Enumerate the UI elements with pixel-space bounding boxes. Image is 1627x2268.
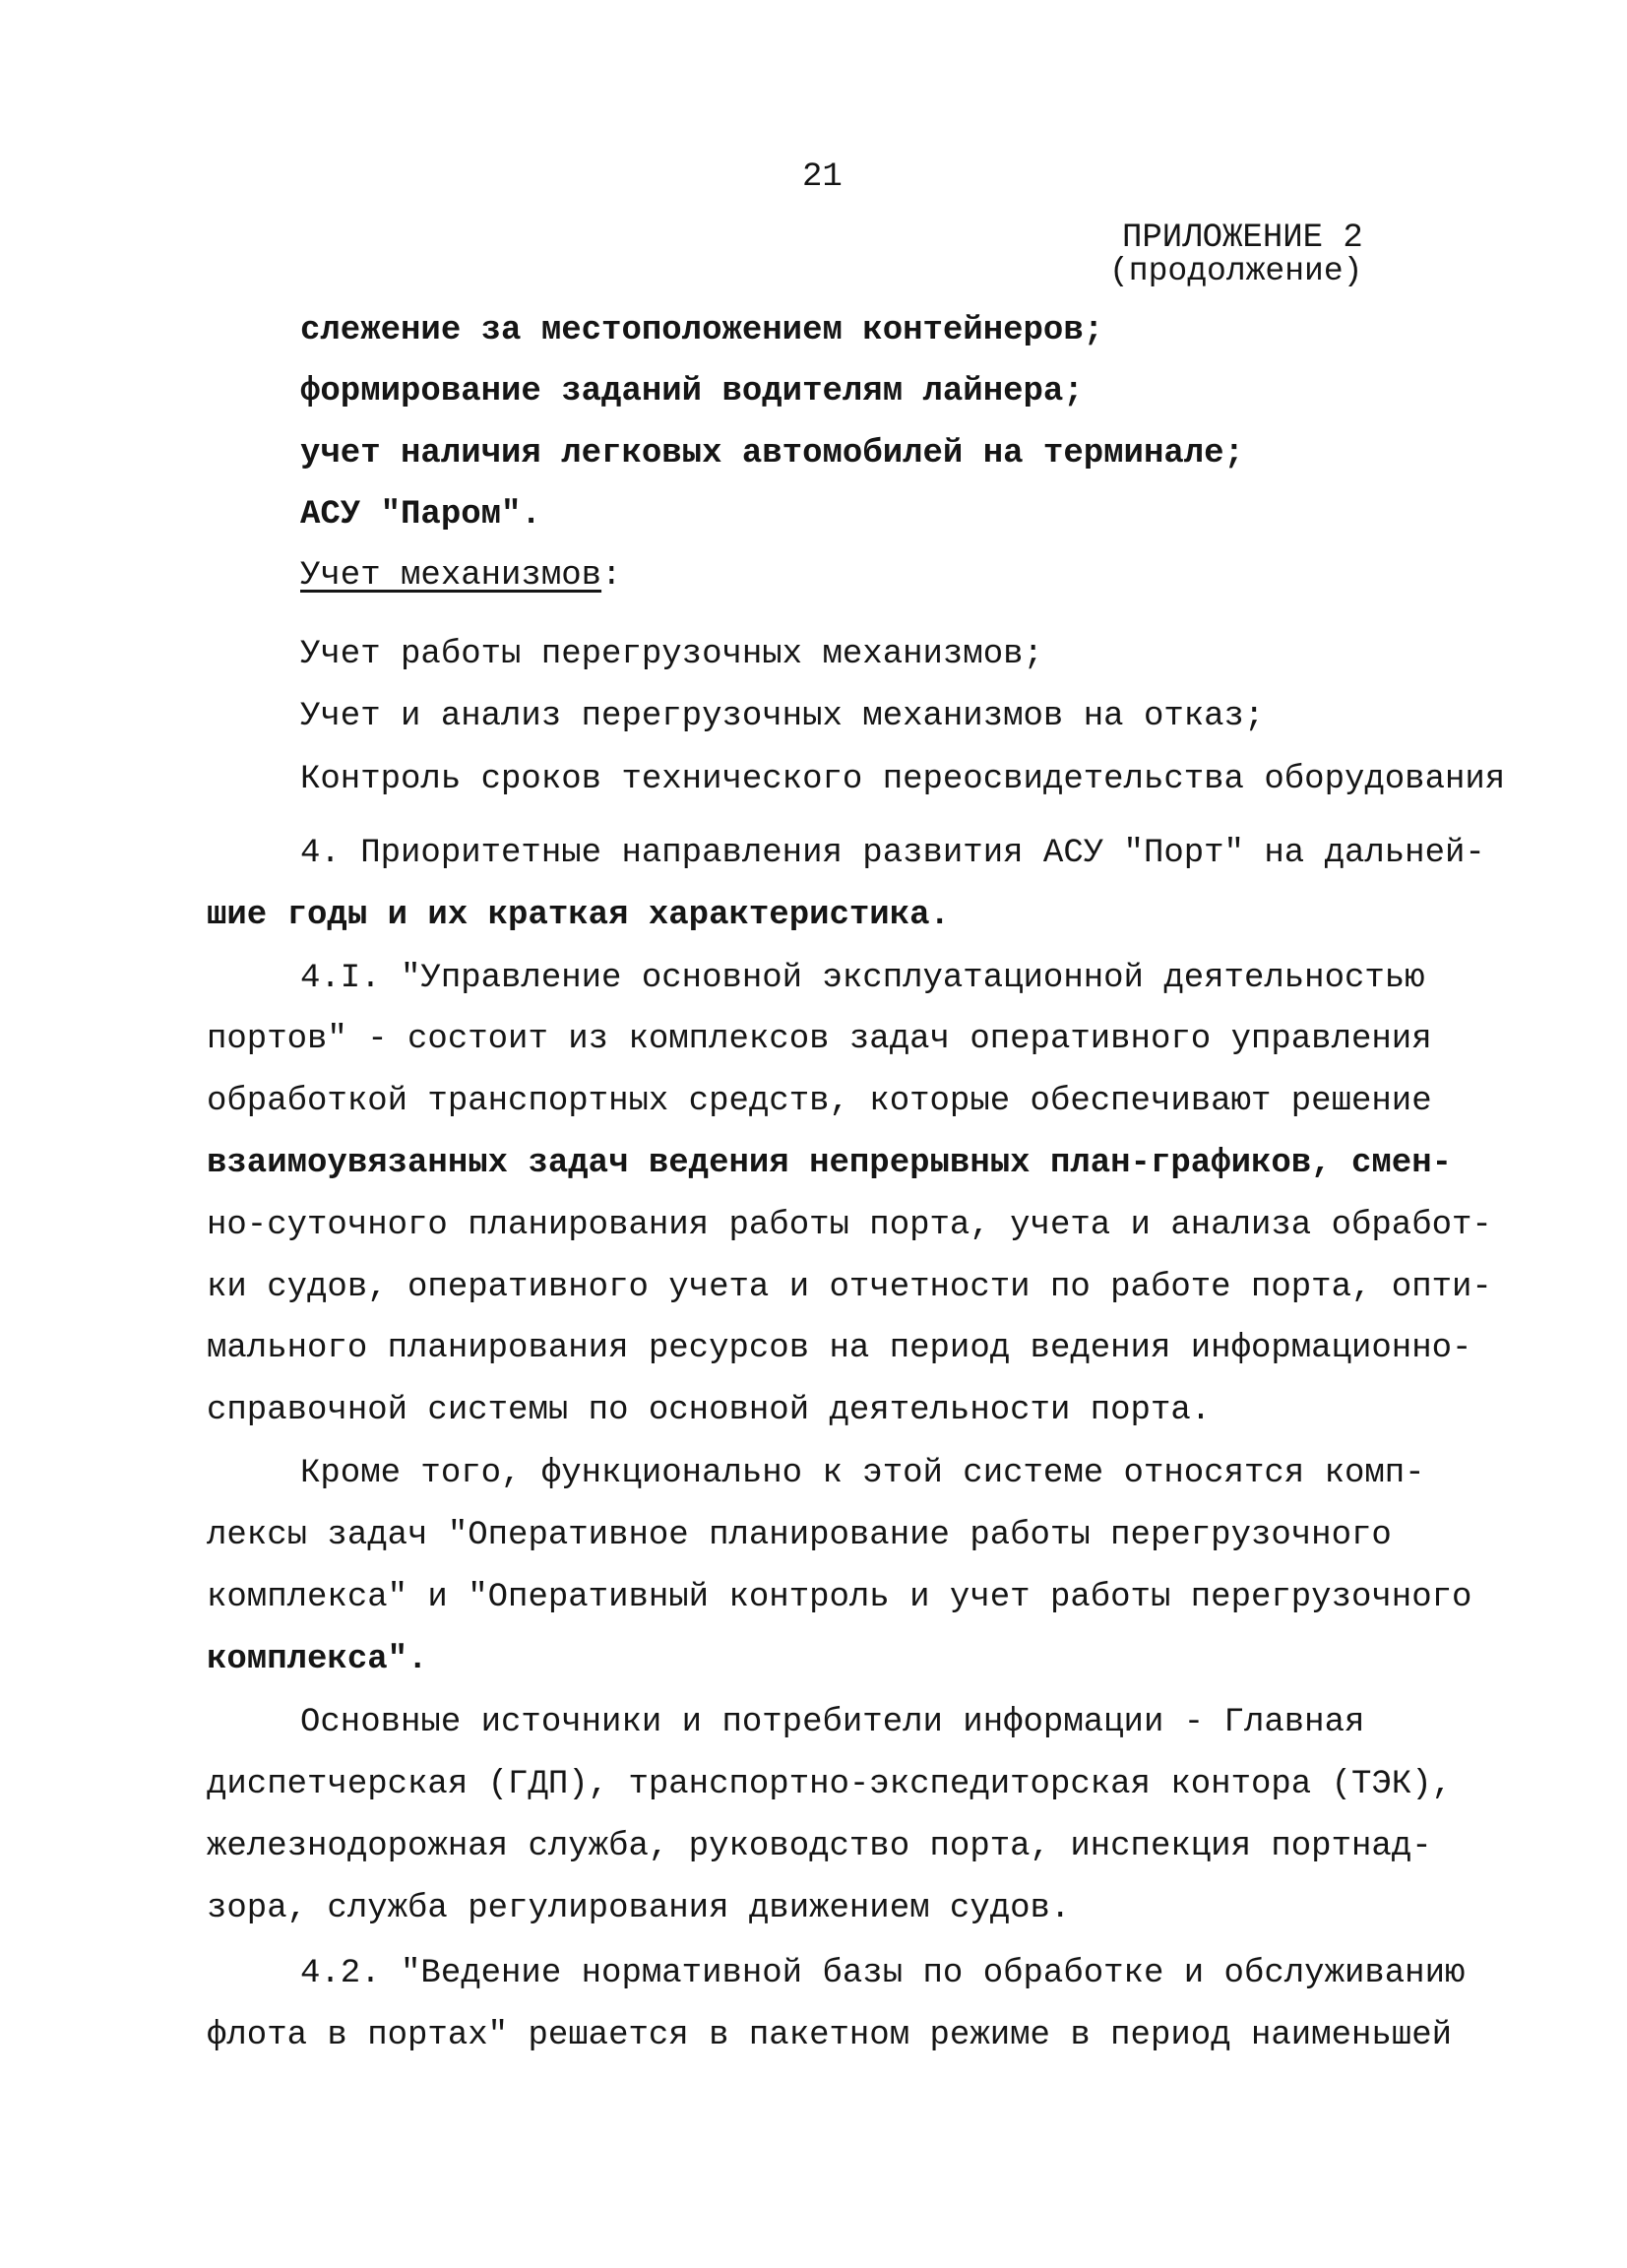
section-4-1-line: взаимоувязанных задач ведения непрерывных план-графиков, смен-	[207, 1145, 1453, 1182]
section-4-1-line: справочной системы по основной деятельности порта.	[207, 1392, 1212, 1429]
section-4-1-line: но-суточного планирования работы порта, учета и анализа обработ-	[207, 1207, 1492, 1244]
list-item: слежение за местоположением контейнеров;	[300, 312, 1104, 349]
sources-line: диспетчерская (ГДП), транспортно-экспедиторская контора (ТЭК),	[207, 1766, 1453, 1803]
page-number: 21	[802, 158, 843, 196]
section-4-1-line: ки судов, оперативного учета и отчетности по работе порта, опти-	[207, 1269, 1492, 1306]
sources-line: железнодорожная служба, руководство порта, инспекция портнад-	[207, 1828, 1432, 1865]
mechanisms-heading-colon: :	[601, 557, 622, 595]
section-4-1-line: мального планирования ресурсов на период ведения информационно-	[207, 1330, 1472, 1367]
besides-line: лексы задач "Оперативное планирование работы перегрузочного	[207, 1517, 1392, 1554]
mechanisms-heading-text: Учет механизмов	[300, 557, 602, 595]
appendix-subtitle: (продолжение)	[1109, 253, 1363, 289]
besides-line: комплекса" и "Оперативный контроль и учет работы перегрузочного	[207, 1579, 1472, 1616]
sources-line: зора, служба регулирования движением судов.	[207, 1890, 1071, 1927]
section-4-1-line: портов" - состоит из комплексов задач оперативного управления	[207, 1021, 1432, 1058]
section-4-2-line: флота в портах" решается в пакетном режиме в период наименьшей	[207, 2017, 1453, 2054]
besides-line: Кроме того, функционально к этой системе относятся комп-	[300, 1455, 1425, 1492]
section-4-line: 4. Приоритетные направления развития АСУ "Порт" на дальней-	[300, 835, 1485, 872]
list-item: Учет работы перегрузочных механизмов;	[300, 636, 1043, 673]
list-item: Учет и анализ перегрузочных механизмов на отказ;	[300, 698, 1265, 735]
section-4-1-line: обработкой транспортных средств, которые обеспечивают решение	[207, 1083, 1432, 1120]
list-item: формирование заданий водителям лайнера;	[300, 373, 1084, 410]
list-item: учет наличия легковых автомобилей на терминале;	[300, 435, 1244, 472]
section-4-2-line: 4.2. "Ведение нормативной базы по обработке и обслуживанию	[300, 1955, 1466, 1992]
section-4-1-line: 4.I. "Управление основной эксплуатационной деятельностью	[300, 960, 1425, 997]
list-item: Контроль сроков технического переосвидетельства оборудования	[300, 761, 1506, 798]
besides-line: комплекса".	[207, 1641, 428, 1678]
sources-line: Основные источники и потребители информации - Главная	[300, 1704, 1365, 1741]
appendix-title: ПРИЛОЖЕНИЕ 2	[1122, 220, 1363, 257]
section-4-line: шие годы и их краткая характеристика.	[207, 897, 950, 934]
mechanisms-heading	[300, 556, 621, 596]
list-item: АСУ "Паром".	[300, 496, 541, 534]
